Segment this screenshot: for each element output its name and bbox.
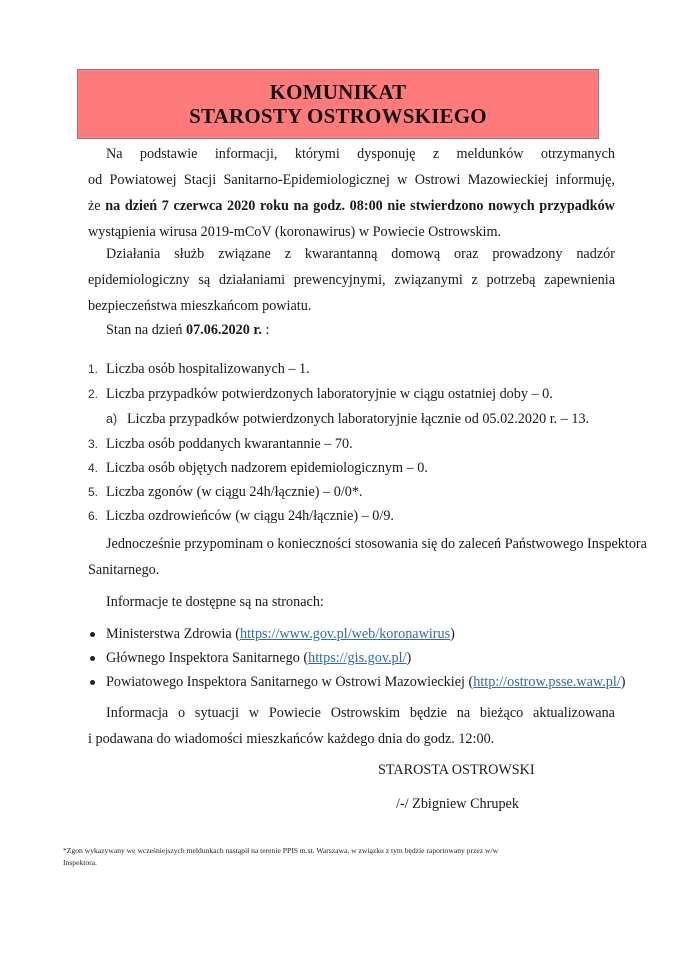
footnote-line-1: *Zgon wykazywany we wcześniejszych meldunkach nastąpił na terenie PPIS m.st. Warszawa, w związku z tym będzie raportowany przez w/w [63,846,499,855]
prevention-line-3: bezpieczeństwa mieszkańcom powiatu. [88,298,312,314]
sources-intro: Informacje te dostępne są na stronach: [106,594,324,610]
intro-line-3: że na dzień 7 czerwca 2020 roku na godz. 08:00 nie stwierdzono nowych przypadków [88,198,615,214]
prevention-line-1: Działania służb związane z kwarantanną domową oraz prowadzony nadzór [106,246,615,262]
header-title-line2: STAROSTY OSTROWSKIEGO [189,104,487,128]
stat-item-quarantine: 3. Liczba osób poddanych kwarantannie – 70. [88,436,353,452]
stat-item-hospitalized: 1. Liczba osób hospitalizowanych – 1. [88,361,310,377]
status-date: 07.06.2020 r. [185,322,262,338]
stat-item-confirmed-daily: 2. Liczba przypadków potwierdzonych laboratoryjnie w ciągu ostatniej doby – 0. [88,386,553,402]
stat-item-deaths: 5. Liczba zgonów (w ciągu 24h/łącznie) – 0/0*. [88,484,363,500]
source-item-psse: Powiatowego Inspektora Sanitarnego w Ostrowi Mazowieckiej (http://ostrow.psse.waw.pl/) [88,670,628,694]
header-title-line1: KOMUNIKAT [269,80,407,104]
intro-line-1: Na podstawie informacji, którymi dysponuję z meldunków otrzymanych [106,146,615,162]
stat-item-recovered: 6. Liczba ozdrowieńców (w ciągu 24h/łącznie) – 0/9. [88,508,394,524]
status-date-line: Stan na dzień 07.06.2020 r. : [106,322,270,338]
signature-title: STAROSTA OSTROWSKI [378,762,535,778]
psse-link[interactable]: http://ostrow.psse.waw.pl/ [473,674,621,690]
ministry-link[interactable]: https://www.gov.pl/web/koronawirus [239,626,451,642]
source-item-gis: Głównego Inspektora Sanitarnego (https://gis.gov.pl/) [88,646,628,670]
bullet-icon [90,680,95,685]
source-item-ministry: Ministerstwa Zdrowia (https://www.gov.pl/web/koronawirus) [88,622,628,646]
stat-subitem-confirmed-total: a) Liczba przypadków potwierdzonych laboratoryjnie łącznie od 05.02.2020 r. – 13. [106,411,590,427]
reminder-line-1: Jednocześnie przypominam o konieczności stosowania się do zaleceń Państwowego Inspektora [106,536,647,552]
prevention-paragraph [88,241,615,319]
footnote [63,845,603,869]
closing-line-1: Informacja o sytuacji w Powiecie Ostrowskim będzie na bieżąco aktualizowana [106,705,615,721]
bullet-icon [90,656,95,661]
closing-line-2: i podawana do wiadomości mieszkańców każdego dnia do godz. 12:00. [88,731,495,747]
footnote-line-2: Inspektora. [63,858,97,867]
closing-paragraph [88,700,615,752]
prevention-line-2: epidemiologiczny są działaniami prewencyjnymi, związanymi z potrzebą zapewnienia [88,272,615,288]
gis-link[interactable]: https://gis.gov.pl/ [308,650,407,666]
bullet-icon [90,632,95,637]
announcement-header [77,69,599,139]
statistics-list [88,357,628,528]
sources-list [88,622,628,694]
signature-name: /-/ Zbigniew Chrupek [396,796,519,812]
intro-line-2: od Powiatowej Stacji Sanitarno-Epidemiologicznej w Ostrowi Mazowieckiej informuję, [88,172,615,188]
intro-line-4: wystąpienia wirusa 2019-mCoV (koronawirus) w Powiecie Ostrowskim. [88,224,502,240]
stat-item-surveillance: 4. Liczba osób objętych nadzorem epidemiologicznym – 0. [88,460,428,476]
reminder-paragraph [88,531,647,583]
intro-paragraph [88,141,615,245]
reminder-line-2: Sanitarnego. [88,562,160,578]
